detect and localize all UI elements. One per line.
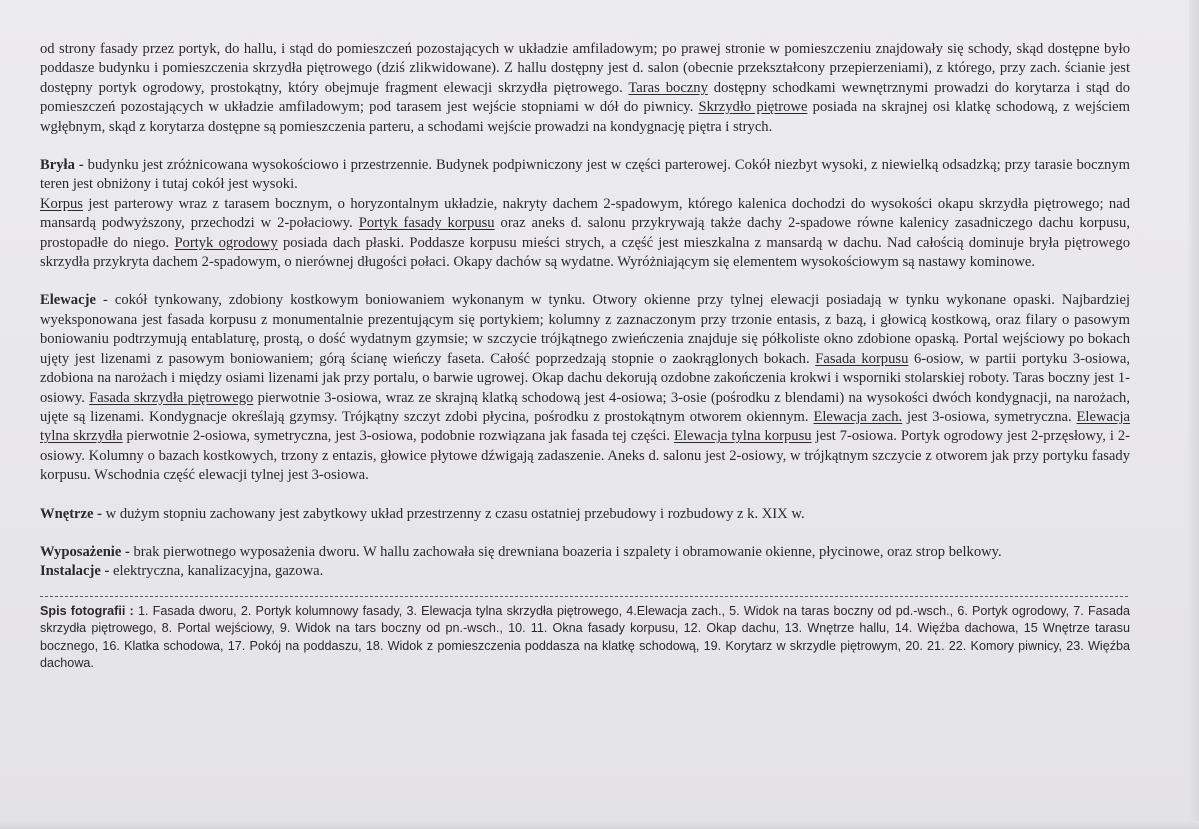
photo-list-paragraph — [40, 603, 1130, 673]
heading-elewacja-tylna-korpusu: Elewacja tylna korpusu — [674, 428, 812, 445]
elewacje-text-1: - cokół tynkowany, zdobiony kostkowym boniowaniem wykonanym w tynku. Otwory okienne przy tylnej elewacji posiadają w tynku wykonane opaski. Najbardziej wyeksponowana jest fasada korpusu z monumentalnie prezentującym się portykiem; kolumny z zaznaczonym przy trzonie entasis, z bazą, i głowicą kostkową, oraz filary o pasowym boniowaniu podtrzymują entablaturę, prostą, o dość wydatnym gzymsie; w szczycie trójkątnego zwieńczenia znajduje się półkoliste okno zdobione opaską. Portal wejściowy po bokach ujęty jest lizenami z pasowym boniowaniem; górą ścianę wieńczy faseta. Całość poprzedzają stopnie o zaokrąglonych bokach. — [40, 292, 1130, 367]
instalacje-paragraph — [40, 562, 1130, 581]
photo-list-text: 1. Fasada dworu, 2. Portyk kolumnowy fasady, 3. Elewacja tylna skrzydła piętrowego, 4.Elewacja zach., 5. Widok na taras boczny od pd.-wsch., 6. Portyk ogrodowy, 7. Fasada skrzydła piętrowego, 8. Portal wejściowy, 9. Widok na tars boczny od pn.-wsch., 10. 11. Okna fasady korpusu, 12. Okap dachu, 13. Wnętrze hallu, 14. Więźba dachowa, 15 Wnętrze tarasu bocznego, 16. Klatka schodowa, 17. Pokój na poddaszu, 18. Widok z pomieszczenia poddasza na klatkę schodową, 19. Korytarz w skrzydle piętrowym, 20. 21. 22. Komory piwnicy, 23. Więźba dachowa. — [40, 603, 1130, 670]
photo-list-label: Spis fotografii : — [40, 603, 134, 618]
wyposazenie-text: brak pierwotnego wyposażenia dworu. W hallu zachowała się drewniana boazeria i szpalety i obramowanie okienne, płycinowe, oraz strop belkowy. — [129, 543, 1002, 560]
intro-text-3: posiada na skrajnej osi klatkę schodową, z wejściem wgłębnym, skąd z korytarza dostępne są pomieszczenia parteru, a schodami wejście prowadzi na kondygnację piętra i strych. — [40, 99, 1130, 135]
paper-bottom-edge — [0, 821, 1199, 829]
elewacje-text-6: jest 7-osiowa. Portyk ogrodowy jest 2-przęsłowy, i 2-osiowy. Kolumny o bazach kostkowych, trzony z entazis, głowice płytowe dźwigają zadaszenie. Aneks d. salonu jest 2-osiowy, w trójkątnym szczycie z otworem jak przy portyku fasady korpusu. Wschodnia część elewacji tylnej jest 3-osiowa. — [40, 428, 1130, 484]
elewacje-paragraph — [40, 291, 1130, 485]
elewacje-text-5: pierwotnie 2-osiowa, symetryczna, jest 3-osiowa, podobnie rozwiązana jak fasada tej części. — [122, 428, 675, 445]
elewacje-text-3: pierwotnie 3-osiowa, wraz ze skrajną klatką schodową jest 4-osiowa; 3-osie (pośrodku z blendami) na wysokości dwóch kondygnacji, na narożach, ujęte są lizenami. Kondygnacje określają gzymsy. Trójkątny szczyt zdobi płycina, pośrodku z prostokątnym otworem okiennym. — [40, 389, 1130, 425]
bryla-text-2: jest parterowy wraz z tarasem bocznym, o horyzontalnym układzie, nakryty dachem 2-spadowym, którego kalenica dochodzi do wysokości okapu skrzydła piętrowego; nad mansardą podwyższony, przechodzi w 2-połaciowy. — [40, 195, 1130, 232]
intro-paragraph — [40, 40, 1130, 137]
heading-taras-boczny: Taras boczny — [628, 79, 708, 96]
bryla-text-4: posiada dach płaski. Poddasze korpusu mieści strych, a część jest mieszkalna z mansardą w dachu. Nad całością dominuje bryła piętrowego skrzydła przykryta dachem 2-spadowym, o nierównej długości połaci. Okapy dachów są wydatne. Wyróżniającym się elementem wysokościowym są nastawy kominowe. — [40, 234, 1130, 271]
heading-korpus: Korpus — [40, 195, 83, 212]
instalacje-text: elektryczna, kanalizacyjna, gazowa. — [109, 563, 324, 580]
heading-portyk-ogrodowy: Portyk ogrodowy — [174, 234, 278, 251]
intro-text-1: od strony fasady przez portyk, do hallu, i stąd do pomieszczeń pozostających w układzie amfiladowym; po prawej stronie w pomieszczeniu znajdowały się schody, skąd dostępne było poddasze budynku i pomieszczenia skrzydła piętrowego (dziś zlikwidowane). Z hallu dostępny jest d. salon (obecnie przekształcony przepierzeniami), z którego, przy zach. ścianie jest dostępny portyk ogrodowy, prostokątny, który obejmuje fragment elewacji skrzydła piętrowego. — [40, 41, 1130, 96]
wyposazenie-paragraph — [40, 543, 1130, 562]
bryla-text-1: budynku jest zróżnicowana wysokościowo i przestrzennie. Budynek podpiwniczony jest w części parterowej. Cokół niezbyt wysoki, z niewielką odsadzką; przy tarasie bocznym teren jest obniżony i tutaj cokół jest wysoki. — [40, 157, 1131, 193]
bryla-label: Bryła - — [40, 157, 84, 174]
dashed-divider — [40, 596, 1128, 597]
elewacje-text-2: 6-osiow, w partii portyku 3-osiowa, zdobiona na narożach i między osiami lizenami jak przy portalu, o barwie ugrowej. Okap dachu dekorują ozdobne zakończenia krokwi i wsporniki stolarskiej roboty. Taras boczny jest 1-osiowy. — [40, 350, 1130, 406]
paper-right-edge — [1189, 0, 1199, 829]
heading-skrzydlo-pietrowe: Skrzydło piętrowe — [698, 99, 808, 116]
intro-text-2: dostępny schodkami wewnętrznymi prowadzi do korytarza i stąd do pomieszczeń pozostających w układzie amfiladowym; pod tarasem jest wejście stopniami w dół do piwnicy. — [40, 79, 1130, 116]
wnetrze-text: w dużym stopniu zachowany jest zabytkowy układ przestrzenny z czasu ostatniej przebudowy i rozbudowy z k. XIX w. — [102, 505, 805, 522]
bryla-paragraph — [40, 156, 1130, 272]
heading-elewacja-tylna-skrzydla: Elewacja tylna skrzydła — [40, 408, 1130, 445]
heading-portyk-fasady: Portyk fasady korpusu — [358, 215, 495, 232]
instalacje-label: Instalacje - — [40, 563, 110, 580]
elewacje-label: Elewacje — [40, 292, 96, 309]
heading-elewacja-zach: Elewacja zach. — [813, 408, 903, 425]
heading-fasada-skrzydla: Fasada skrzydła piętrowego — [89, 389, 254, 406]
heading-fasada-korpusu: Fasada korpusu — [815, 350, 909, 367]
wyposazenie-label: Wyposażenie - — [40, 543, 130, 560]
wnetrze-paragraph — [40, 505, 1130, 524]
bryla-text-3: oraz aneks d. salonu przykrywają także dachy 2-spadowe równe kalenicy zasadniczego dachu korpusu, prostopadłe do niego. — [40, 215, 1130, 251]
wnetrze-label: Wnętrze - — [40, 505, 102, 522]
elewacje-text-4: jest 3-osiowa, symetryczna. — [902, 408, 1077, 425]
document-body — [40, 40, 1130, 672]
